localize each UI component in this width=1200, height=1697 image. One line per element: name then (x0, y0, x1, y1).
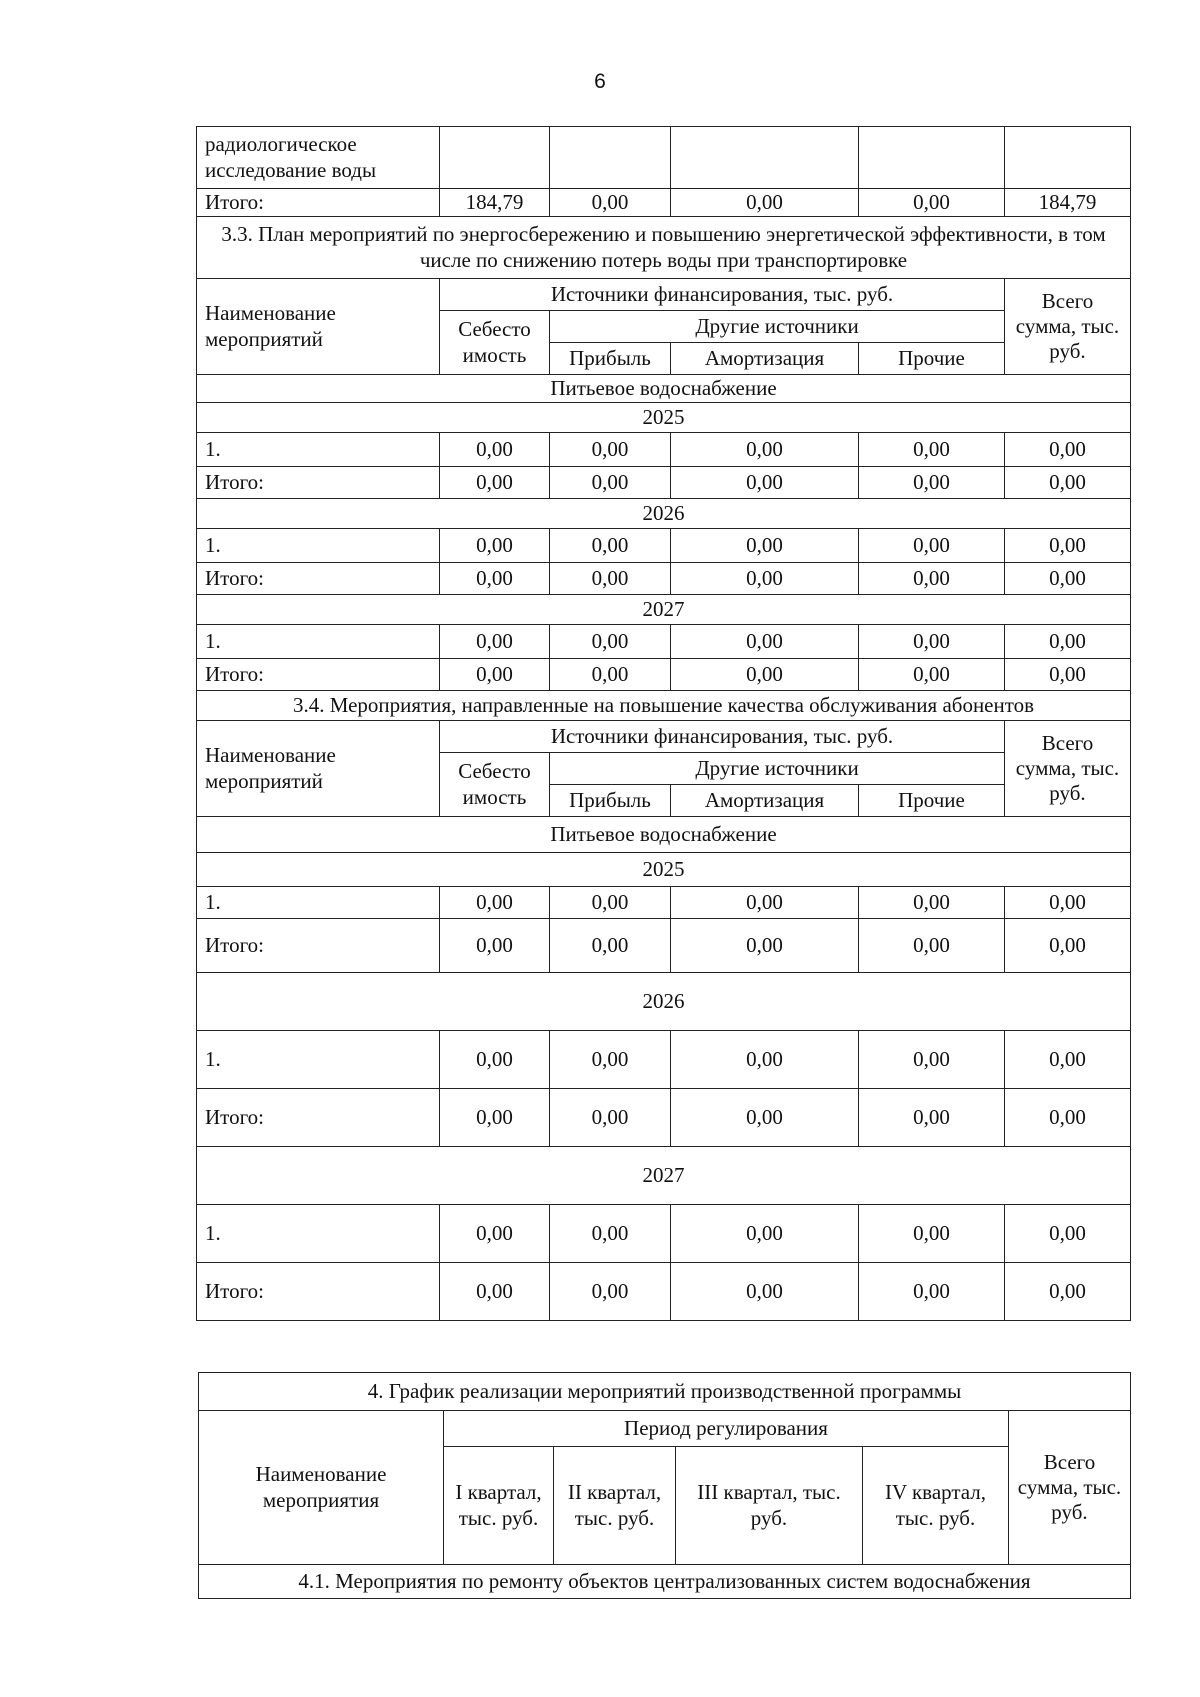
header-activity-name: Наименование мероприятий (197, 721, 440, 817)
header-other: Прочие (859, 785, 1005, 817)
value-cell: 0,00 (671, 529, 859, 563)
header-profit: Прибыль (550, 343, 671, 375)
year-label: 2025 (197, 403, 1131, 433)
value-cell: 0,00 (1005, 1205, 1131, 1263)
schedule-table (198, 1372, 1131, 1599)
value-cell: 0,00 (671, 919, 859, 973)
item-number: 1. (197, 529, 440, 563)
header-activity-name: Наименование мероприятий (197, 279, 440, 375)
header-period: Период регулирования (444, 1411, 1009, 1447)
value-cell: 0,00 (859, 189, 1005, 217)
value-cell: 0,00 (440, 625, 550, 659)
value-cell: 0,00 (550, 1205, 671, 1263)
header-sources: Источники финансирования, тыс. руб. (440, 721, 1005, 753)
value-cell: 0,00 (440, 919, 550, 973)
value-cell: 0,00 (671, 433, 859, 467)
value-cell: 0,00 (671, 1205, 859, 1263)
value-cell: 0,00 (550, 887, 671, 919)
value-cell: 0,00 (440, 1031, 550, 1089)
total-label: Итого: (197, 563, 440, 595)
value-cell: 0,00 (859, 919, 1005, 973)
section-3-4-title: 3.4. Мероприятия, направленные на повышение качества обслуживания абонентов (197, 691, 1131, 721)
value-cell: 0,00 (1005, 433, 1131, 467)
page-number: 6 (594, 70, 606, 93)
value-cell: 0,00 (1005, 887, 1131, 919)
item-number: 1. (197, 1031, 440, 1089)
header-amortization: Амортизация (671, 785, 859, 817)
value-cell: 0,00 (1005, 563, 1131, 595)
header-total: Всего сумма, тыс. руб. (1005, 721, 1131, 817)
header-q2: II квартал, тыс. руб. (554, 1447, 676, 1565)
header-other-sources: Другие источники (550, 311, 1005, 343)
header-profit: Прибыль (550, 785, 671, 817)
value-cell: 0,00 (1005, 919, 1131, 973)
header-total: Всего сумма, тыс. руб. (1009, 1411, 1131, 1565)
value-cell: 0,00 (671, 1031, 859, 1089)
value-cell: 0,00 (440, 467, 550, 499)
value-cell: 0,00 (671, 659, 859, 691)
value-cell: 0,00 (550, 1089, 671, 1147)
value-cell: 0,00 (550, 1031, 671, 1089)
value-cell: 0,00 (550, 1263, 671, 1321)
value-cell: 0,00 (550, 467, 671, 499)
value-cell: 0,00 (859, 1263, 1005, 1321)
category-label: Питьевое водоснабжение (197, 817, 1131, 853)
value-cell: 0,00 (859, 563, 1005, 595)
header-other: Прочие (859, 343, 1005, 375)
section-3-3-title: 3.3. План мероприятий по энергосбережению и повышению энергетической эффективности, в том числе по снижению потерь воды при транспортировке (197, 217, 1131, 279)
value-cell: 0,00 (859, 433, 1005, 467)
value-cell: 0,00 (671, 1089, 859, 1147)
value-cell: 0,00 (671, 625, 859, 659)
value-cell: 0,00 (550, 919, 671, 973)
value-cell: 0,00 (1005, 1031, 1131, 1089)
total-label: Итого: (197, 467, 440, 499)
value-cell: 0,00 (859, 887, 1005, 919)
value-cell: 0,00 (550, 529, 671, 563)
item-number: 1. (197, 433, 440, 467)
year-label: 2027 (197, 595, 1131, 625)
value-cell: 0,00 (859, 1205, 1005, 1263)
value-cell: 184,79 (440, 189, 550, 217)
year-label: 2025 (197, 853, 1131, 887)
value-cell: 0,00 (859, 529, 1005, 563)
value-cell: 0,00 (671, 563, 859, 595)
section-4-1-title: 4.1. Мероприятия по ремонту объектов централизованных систем водоснабжения (199, 1565, 1131, 1599)
header-sources: Источники финансирования, тыс. руб. (440, 279, 1005, 311)
value-cell: 0,00 (859, 1089, 1005, 1147)
total-label: Итого: (197, 659, 440, 691)
category-label: Питьевое водоснабжение (197, 375, 1131, 403)
header-total: Всего сумма, тыс. руб. (1005, 279, 1131, 375)
value-cell: 184,79 (1005, 189, 1131, 217)
header-amortization: Амортизация (671, 343, 859, 375)
value-cell: 0,00 (440, 563, 550, 595)
value-cell: 0,00 (440, 529, 550, 563)
value-cell: 0,00 (550, 659, 671, 691)
total-label: Итого: (197, 1263, 440, 1321)
item-number: 1. (197, 625, 440, 659)
value-cell: 0,00 (671, 887, 859, 919)
value-cell: 0,00 (1005, 529, 1131, 563)
value-cell: 0,00 (671, 467, 859, 499)
value-cell: 0,00 (440, 1205, 550, 1263)
header-cost: Себесто имость (440, 311, 550, 375)
year-label: 2026 (197, 499, 1131, 529)
value-cell: 0,00 (859, 1031, 1005, 1089)
header-cost: Себесто имость (440, 753, 550, 817)
value-cell: 0,00 (550, 433, 671, 467)
item-number: 1. (197, 1205, 440, 1263)
value-cell: 0,00 (440, 1263, 550, 1321)
value-cell: 0,00 (859, 659, 1005, 691)
total-label: Итого: (197, 189, 440, 217)
value-cell: 0,00 (1005, 625, 1131, 659)
header-q4: IV квартал, тыс. руб. (863, 1447, 1009, 1565)
value-cell: 0,00 (440, 433, 550, 467)
value-cell: 0,00 (1005, 467, 1131, 499)
year-label: 2027 (197, 1147, 1131, 1205)
total-label: Итого: (197, 1089, 440, 1147)
value-cell: 0,00 (550, 625, 671, 659)
value-cell: 0,00 (440, 887, 550, 919)
value-cell: 0,00 (1005, 1263, 1131, 1321)
value-cell: 0,00 (1005, 1089, 1131, 1147)
value-cell: 0,00 (550, 563, 671, 595)
value-cell: 0,00 (550, 189, 671, 217)
value-cell: 0,00 (440, 1089, 550, 1147)
value-cell: 0,00 (671, 189, 859, 217)
header-q3: III квартал, тыс. руб. (676, 1447, 863, 1565)
item-number: 1. (197, 887, 440, 919)
year-label: 2026 (197, 973, 1131, 1031)
header-activity-name: Наименование мероприятия (199, 1411, 444, 1565)
value-cell: 0,00 (859, 625, 1005, 659)
value-cell: 0,00 (1005, 659, 1131, 691)
value-cell: 0,00 (440, 659, 550, 691)
header-q1: I квартал, тыс. руб. (444, 1447, 554, 1565)
total-label: Итого: (197, 919, 440, 973)
value-cell: 0,00 (859, 467, 1005, 499)
section-4-title: 4. График реализации мероприятий производственной программы (199, 1373, 1131, 1411)
financing-table (196, 126, 1131, 1321)
header-other-sources: Другие источники (550, 753, 1005, 785)
activity-name: радиологическое исследование воды (197, 127, 440, 189)
value-cell: 0,00 (671, 1263, 859, 1321)
